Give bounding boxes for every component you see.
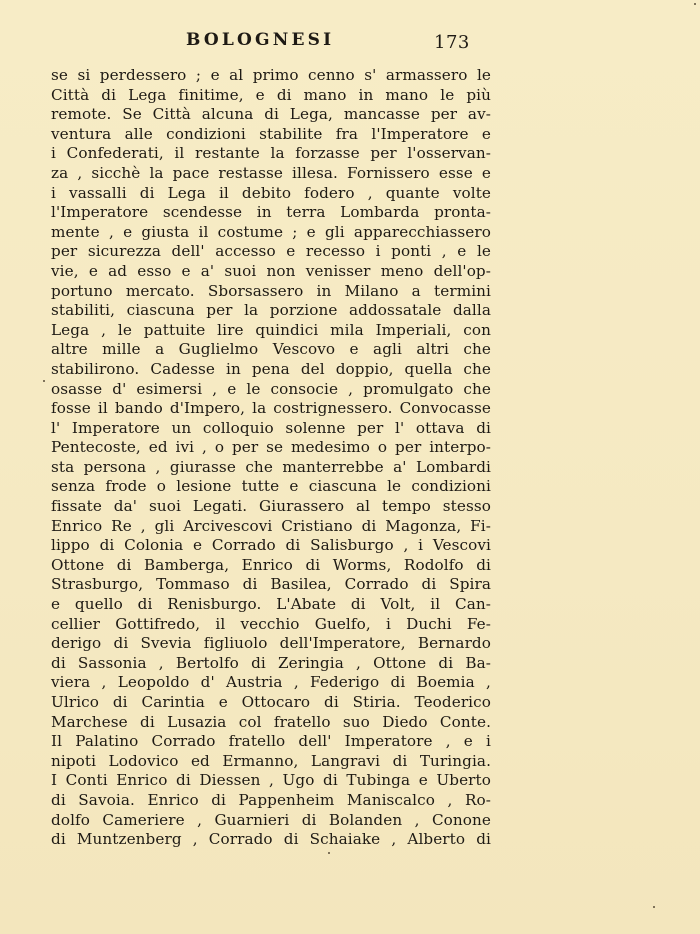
text-line: senza frode o lesione tutte e ciascuna le condizioni [51, 477, 491, 496]
text-line: fissate da' suoi Legati. Giurassero al tempo stesso [51, 497, 491, 516]
text-line: l'Imperatore scendesse in terra Lombarda pronta- [51, 203, 491, 222]
text-line: e quello di Renisburgo. L'Abate di Volt, il Can- [51, 595, 491, 614]
text-line: vie, e ad esso e a' suoi non venisser meno dell'op- [51, 261, 491, 280]
print-speck [43, 380, 45, 382]
text-line: per sicurezza dell' accesso e recesso i ponti , e le [51, 242, 491, 261]
print-speck [653, 906, 655, 908]
page-header [0, 30, 700, 60]
text-line: di Savoia. Enrico di Pappenheim Maniscalco , Ro- [51, 790, 491, 809]
text-line: portuno mercato. Sborsassero in Milano a termini [51, 281, 491, 300]
running-head: BOLOGNESI [186, 30, 335, 50]
text-line: nipoti Lodovico ed Ermanno, Langravi di Turingia. [51, 751, 491, 770]
text-line: altre mille a Guglielmo Vescovo e agli altri che [51, 340, 491, 359]
text-line: remote. Se Città alcuna di Lega, mancasse per av- [51, 105, 491, 124]
text-line: Lega , le pattuite lire quindici mila Imperiali, con [51, 320, 491, 339]
text-line: viera , Leopoldo d' Austria , Federigo di Boemia , [51, 673, 491, 692]
text-line: Enrico Re , gli Arcivescovi Cristiano di Magonza, Fi- [51, 516, 491, 535]
text-line: lippo di Colonia e Corrado di Salisburgo , i Vescovi [51, 536, 491, 555]
text-line: l' Imperatore un colloquio solenne per l' ottava di [51, 418, 491, 437]
text-line: stabiliti, ciascuna per la porzione addossatale dalla [51, 301, 491, 320]
text-line: Città di Lega finitime, e di mano in mano le più [51, 85, 491, 104]
text-line: di Muntzenberg , Corrado di Schaiake , Alberto di [51, 830, 491, 849]
text-line: cellier Gottifredo, il vecchio Guelfo, i Duchi Fe- [51, 614, 491, 633]
text-line: I Conti Enrico di Diessen , Ugo di Tubinga e Uberto [51, 771, 491, 790]
text-line: dolfo Cameriere , Guarnieri di Bolanden , Conone [51, 810, 491, 829]
text-line: mente , e giusta il costume ; e gli apparecchiassero [51, 222, 491, 241]
text-line: di Sassonia , Bertolfo di Zeringia , Ottone di Ba- [51, 653, 491, 672]
body-text [51, 66, 491, 850]
text-line: i Confederati, il restante la forzasse per l'osservan- [51, 144, 491, 163]
text-line: fosse il bando d'Impero, la costrignessero. Convocasse [51, 399, 491, 418]
text-line: i vassalli di Lega il debito fodero , quante volte [51, 183, 491, 202]
text-line: derigo di Svevia figliuolo dell'Imperatore, Bernardo [51, 634, 491, 653]
print-speck [328, 852, 330, 854]
text-line: se si perdessero ; e al primo cenno s' armassero le [51, 66, 491, 84]
text-line: za , sicchè la pace restasse illesa. Fornissero esse e [51, 163, 491, 182]
text-line: stabilirono. Cadesse in pena del doppio, quella che [51, 359, 491, 378]
text-line: Ulrico di Carintia e Ottocaro di Stiria. Teoderico [51, 693, 491, 711]
text-line: sta persona , giurasse che manterrebbe a' Lombardi [51, 457, 491, 476]
text-line: osasse d' esimersi , e le consocie , promulgato che [51, 379, 491, 398]
text-line: Pentecoste, ed ivi , o per se medesimo o per interpo- [51, 438, 491, 457]
page-number: 173 [434, 32, 470, 53]
print-speck [694, 3, 696, 5]
text-line: Il Palatino Corrado fratello dell' Imperatore , e i [51, 732, 491, 751]
text-line: Marchese di Lusazia col fratello suo Diedo Conte. [51, 712, 491, 731]
text-line: Ottone di Bamberga, Enrico di Worms, Rodolfo di [51, 555, 491, 574]
text-line: ventura alle condizioni stabilite fra l'Imperatore e [51, 124, 491, 143]
text-line: Strasburgo, Tommaso di Basilea, Corrado di Spira [51, 575, 491, 594]
